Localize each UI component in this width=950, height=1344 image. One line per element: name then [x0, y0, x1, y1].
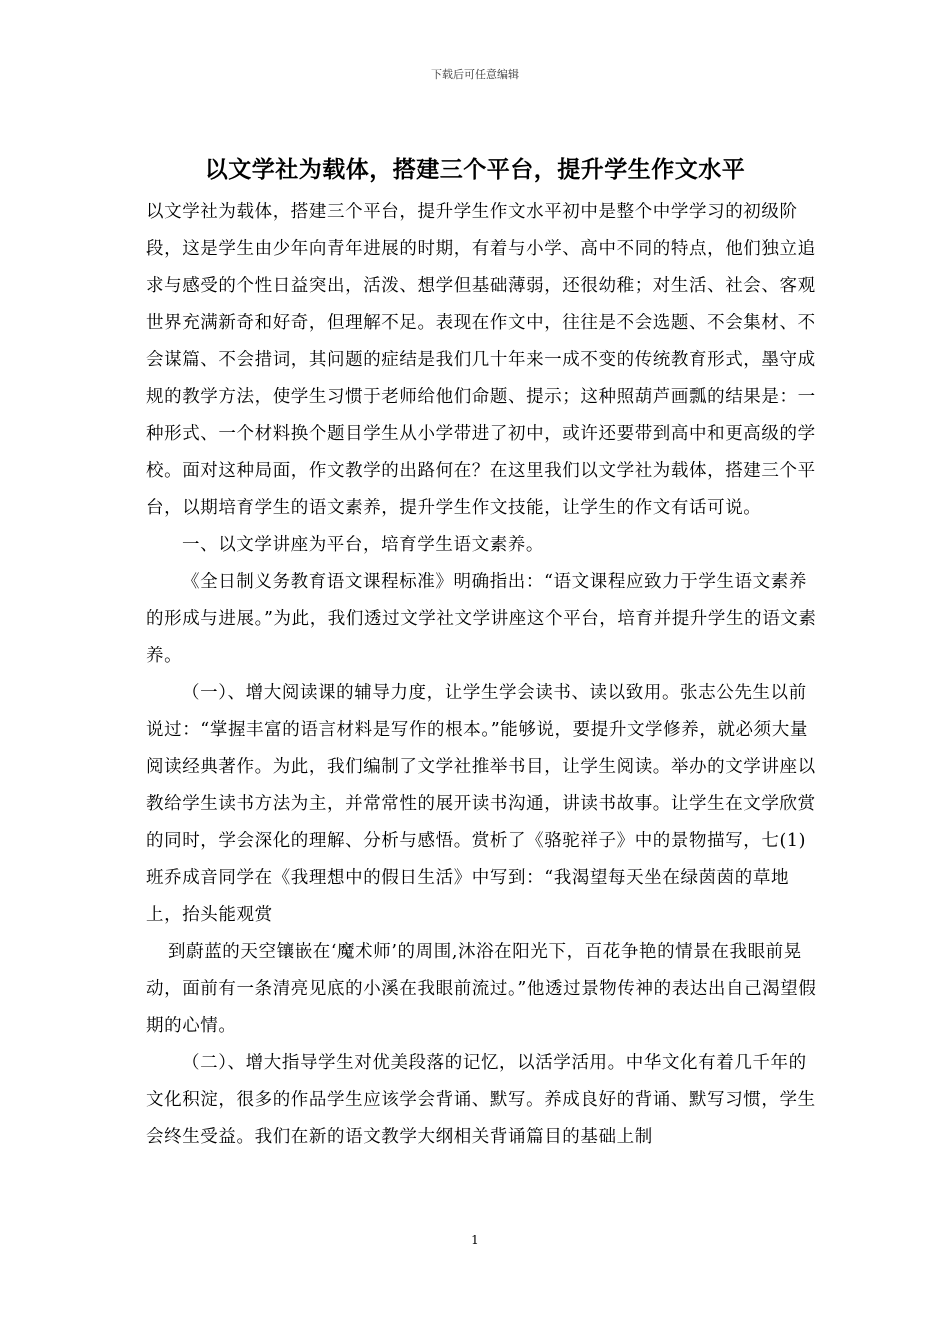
document-body — [146, 194, 824, 1156]
section-heading-1: 一、以文学讲座为平台，培育学生语文素养。 — [182, 535, 544, 555]
page-number: 1 — [471, 1233, 479, 1247]
page-header-note: 下载后可任意编辑 — [431, 68, 519, 81]
intro-paragraph: 以文学社为载体，搭建三个平台，提升学生作文水平初中是整个中学学习的初级阶段，这是学生由少年向青年进展的时期，有着与小学、高中不同的特点，他们独立追求与感受的个性日益突出，活泼、想学但基础薄弱，还很幼稚；对生活、社会、客观世界充满新奇和好奇，但理解不足。表现在作文中，往往是不会选题、不会集材、不会谋篇、不会措词，其问题的症结是我们几十年来一成不变的传统教育形式，墨守成规的教学方法，使学生习惯于老师给他们命题、提示；这种照葫芦画瓢的结果是：一种形式、一个材料换个题目学生从小学带进了初中，或许还要带到高中和更高级的学校。面对这种局面，作文教学的出路何在？在这里我们以文学社为载体，搭建三个平台，以期培育学生的语文素养，提升学生作文技能，让学生的作文有话可说。 — [146, 202, 816, 518]
body-paragraph: 《全日制义务教育语文课程标准》明确指出：“语文课程应致力于学生语文素养的形成与进展。”为此，我们透过文学社文学讲座这个平台，培育并提升学生的语文素养。 — [146, 572, 817, 666]
body-paragraph: 到蔚蓝的天空镶嵌在‘魔术师’的周围,沐浴在阳光下，百花争艳的情景在我眼前晃动，面前有一条清亮见底的小溪在我眼前流过。”他透过景物传神的表达出自己渴望假期的心情。 — [146, 942, 817, 1036]
subsection-paragraph-2: （二）、增大指导学生对优美段落的记忆，以活学活用。中华文化有着几千年的文化积淀，很多的作品学生应该学会背诵、默写。养成良好的背诵、默写习惯，学生会终生受益。我们在新的语文教学大纲相关背诵篇目的基础上制 — [146, 1053, 816, 1147]
subsection-paragraph-1: （一）、增大阅读课的辅导力度，让学生学会读书、读以致用。张志公先生以前说过：“掌握丰富的语言材料是写作的根本。”能够说，要提升文学修养，就必须大量阅读经典著作。为此，我们编制了文学社推举书目，让学生阅读。举办的文学讲座以教给学生读书方法为主，并常常性的展开读书沟通，讲读书故事。让学生在文学欣赏的同时，学会深化的理解、分析与感悟。赏析了《骆驼祥子》中的景物描写，七(1)班乔成音同学在《我理想中的假日生活》中写到：“我渴望每天坐在绿茵茵的草地上，抬头能观赏 — [146, 683, 816, 925]
document-title: 以文学社为载体，搭建三个平台，提升学生作文水平 — [204, 157, 746, 183]
